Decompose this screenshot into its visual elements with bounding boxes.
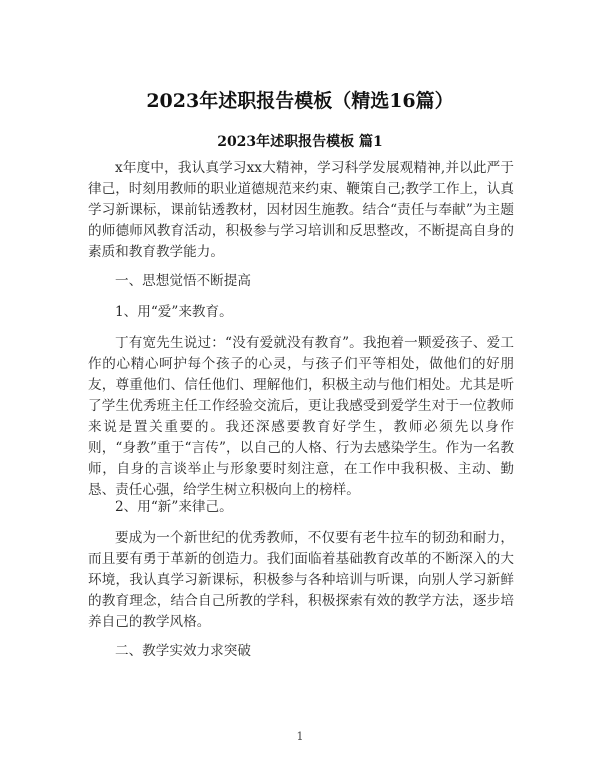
paragraph-text: 丁有宽先生说过：“没有爱就没有教育”。我抱着一颗爱孩子、爱工作的心精心呵护每个孩子的心灵，与孩子们平等相处，做他们的好朋友，尊重他们、信任他们、理解他们，积极主动与他们相处。尤其是听了学生优秀班主任工作经验交流后，更让我感受到爱学生对于一位教师来说是置关重要的。我还深感要教育好学生，教师必须先以身作则，“身教”重于“言传”，以自己的人格、行为去感染学生。作为一名教师，自身的言谈举止与形象要时刻注意，在工作中我积极、主动、勤恳、责任心强，给学生树立积极向上的榜样。 bbox=[88, 335, 514, 498]
heading-item-2: 2、用“新”来律己。 bbox=[115, 499, 233, 515]
page-number: 1 bbox=[296, 730, 304, 743]
paragraph-love bbox=[88, 333, 514, 501]
section-subtitle: 2023年述职报告模板 篇1 bbox=[217, 134, 383, 150]
paragraph-new bbox=[88, 528, 514, 633]
heading-section-2: 二、教学实效力求突破 bbox=[115, 643, 251, 659]
document-title: 2023年述职报告模板（精选16篇） bbox=[146, 90, 454, 112]
paragraph-intro bbox=[88, 158, 514, 263]
paragraph-text: x年度中，我认真学习xx大精神，学习科学发展观精神,并以此严于律己，时刻用教师的职业道德规范来约束、鞭策自己;教学工作上，认真学习新课标，课前钻透教材，因材因生施教。结合“责任与奉献”为主题的师德师风教育活动，积极参与学习培训和反思整改，不断提高自身的素质和教育教学能力。 bbox=[88, 160, 514, 260]
heading-item-1: 1、用“爱”来教育。 bbox=[115, 304, 233, 320]
paragraph-text: 要成为一个新世纪的优秀教师，不仅要有老牛拉车的韧劲和耐力，而且要有勇于革新的创造力。我们面临着基础教育改革的不断深入的大环境，我认真学习新课标，积极参与各种培训与听课，向别人学习新鲜的教育理念，结合自己所教的学科，积极探索有效的教学方法，逐步培养自己的教学风格。 bbox=[88, 530, 514, 630]
heading-section-1: 一、思想觉悟不断提高 bbox=[115, 273, 251, 289]
